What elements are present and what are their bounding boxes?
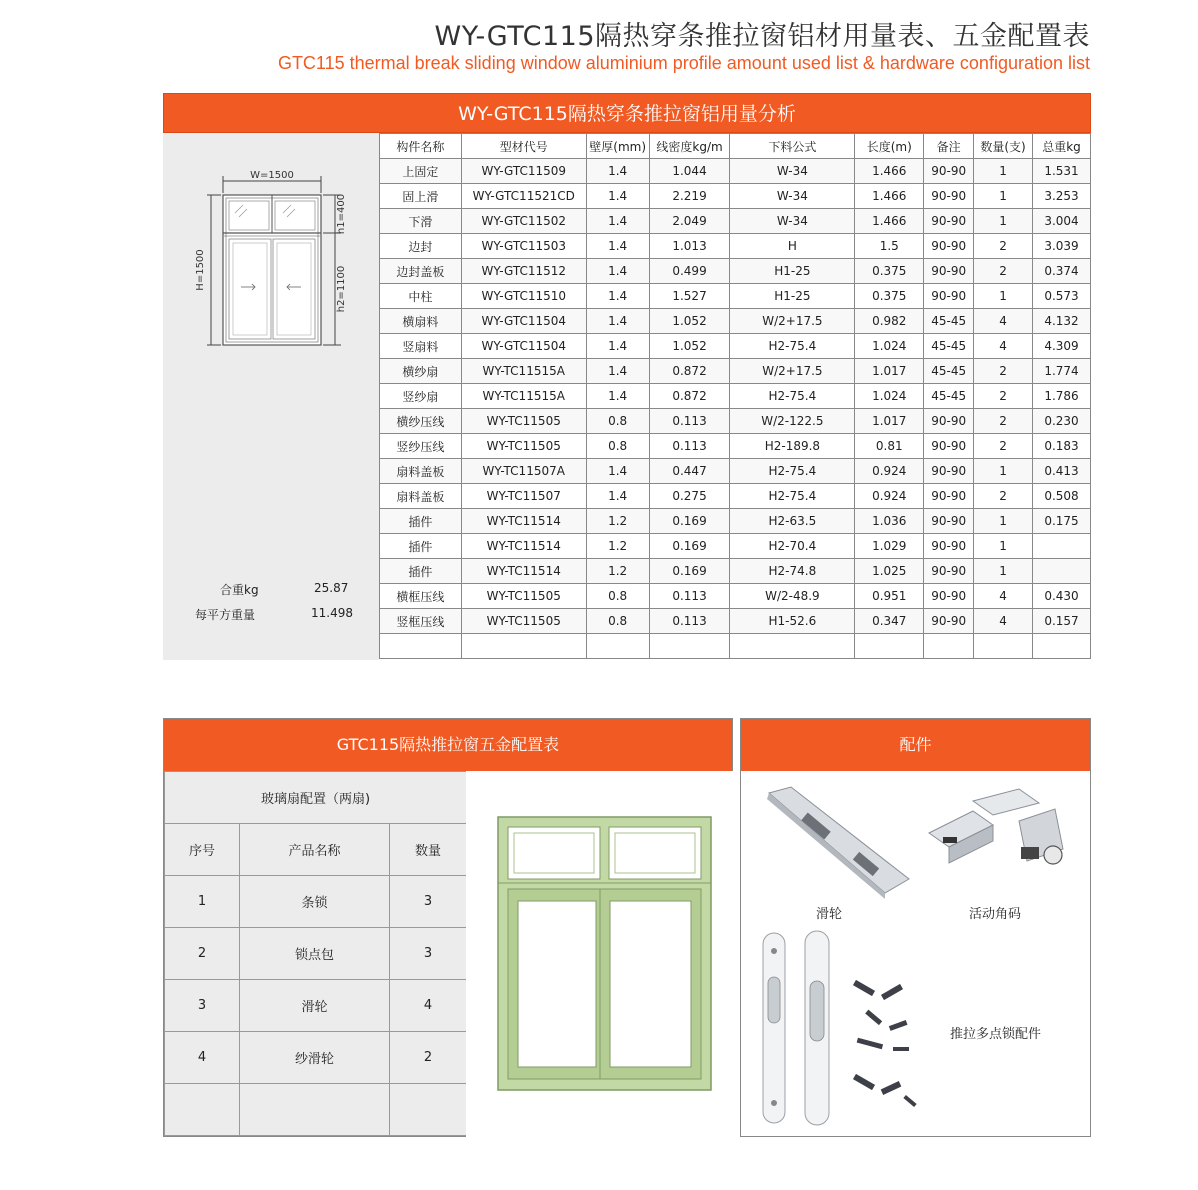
table-cell: WY-GTC11504 bbox=[461, 334, 586, 359]
hardware-cell: 条锁 bbox=[240, 876, 390, 928]
table-row bbox=[380, 309, 1091, 334]
table-cell: 0.347 bbox=[855, 609, 924, 634]
table-cell: H bbox=[730, 234, 855, 259]
table-cell: 0.157 bbox=[1033, 609, 1091, 634]
table-cell: 1 bbox=[974, 509, 1033, 534]
column-header: 下料公式 bbox=[730, 134, 855, 159]
table-cell: 0.169 bbox=[649, 534, 730, 559]
hardware-table bbox=[164, 771, 467, 1136]
table-cell: 0.573 bbox=[1033, 284, 1091, 309]
table-row bbox=[380, 384, 1091, 409]
table-cell: 2 bbox=[974, 434, 1033, 459]
table-cell bbox=[649, 634, 730, 659]
table-cell: 1 bbox=[974, 559, 1033, 584]
table-header-row bbox=[380, 134, 1091, 159]
table-cell: 1.2 bbox=[586, 534, 649, 559]
table-cell: H2-189.8 bbox=[730, 434, 855, 459]
table-row bbox=[380, 534, 1091, 559]
column-header: 型材代号 bbox=[461, 134, 586, 159]
table-cell: WY-GTC11502 bbox=[461, 209, 586, 234]
table-cell: 90-90 bbox=[924, 559, 974, 584]
hardware-config-section bbox=[163, 718, 733, 1137]
table-cell: 上固定 bbox=[380, 159, 462, 184]
table-row bbox=[380, 409, 1091, 434]
total-weight-label: 合重kg bbox=[220, 583, 259, 597]
hardware-header-row bbox=[165, 824, 467, 876]
profile-usage-section bbox=[163, 93, 1091, 660]
corner-connector-label: 活动角码 bbox=[969, 907, 1022, 922]
column-header: 总重kg bbox=[1033, 134, 1091, 159]
table-cell: 1.017 bbox=[855, 359, 924, 384]
table-cell: 0.430 bbox=[1033, 584, 1091, 609]
height-label: H=1500 bbox=[195, 249, 206, 291]
table-cell: 90-90 bbox=[924, 159, 974, 184]
hardware-cell: 锁点包 bbox=[240, 928, 390, 980]
table-cell: 90-90 bbox=[924, 209, 974, 234]
table-cell: 0.982 bbox=[855, 309, 924, 334]
green-window-illustration bbox=[466, 771, 733, 1137]
table-cell bbox=[380, 634, 462, 659]
hardware-cell bbox=[240, 1084, 390, 1136]
table-cell: WY-GTC11510 bbox=[461, 284, 586, 309]
table-row bbox=[380, 209, 1091, 234]
table-row bbox=[380, 634, 1091, 659]
table-cell: 1.527 bbox=[649, 284, 730, 309]
table-cell: W-34 bbox=[730, 159, 855, 184]
table-row bbox=[380, 259, 1091, 284]
table-cell: WY-TC11515A bbox=[461, 384, 586, 409]
table-cell bbox=[974, 634, 1033, 659]
table-cell: WY-GTC11503 bbox=[461, 234, 586, 259]
table-cell: 1.024 bbox=[855, 384, 924, 409]
table-cell: WY-TC11514 bbox=[461, 509, 586, 534]
table-cell: 1 bbox=[974, 534, 1033, 559]
table-cell: 1.017 bbox=[855, 409, 924, 434]
table-cell: 90-90 bbox=[924, 184, 974, 209]
table-cell: 竖纱压线 bbox=[380, 434, 462, 459]
table-cell: 横纱压线 bbox=[380, 409, 462, 434]
hardware-cell: 3 bbox=[390, 876, 467, 928]
table-cell: 边封 bbox=[380, 234, 462, 259]
table-cell bbox=[461, 634, 586, 659]
table-cell: 0.8 bbox=[586, 434, 649, 459]
table-cell: 0.508 bbox=[1033, 484, 1091, 509]
table-cell: 1.466 bbox=[855, 159, 924, 184]
table-cell bbox=[855, 634, 924, 659]
table-cell: 4 bbox=[974, 309, 1033, 334]
table-row bbox=[380, 284, 1091, 309]
table-cell: 0.924 bbox=[855, 459, 924, 484]
table-cell: 0.375 bbox=[855, 284, 924, 309]
hardware-row bbox=[165, 876, 467, 928]
table-cell: 3.253 bbox=[1033, 184, 1091, 209]
table-cell: 2 bbox=[974, 359, 1033, 384]
width-label: W=1500 bbox=[250, 170, 294, 181]
table-cell: 0.230 bbox=[1033, 409, 1091, 434]
table-cell: 扇料盖板 bbox=[380, 484, 462, 509]
table-cell: H1-25 bbox=[730, 259, 855, 284]
table-cell: 竖纱扇 bbox=[380, 384, 462, 409]
table-cell: 0.8 bbox=[586, 409, 649, 434]
table-cell bbox=[1033, 534, 1091, 559]
hardware-cell: 2 bbox=[165, 928, 240, 980]
table-cell: 1.4 bbox=[586, 234, 649, 259]
table-cell bbox=[730, 634, 855, 659]
table-cell: 0.872 bbox=[649, 359, 730, 384]
table-cell: 边封盖板 bbox=[380, 259, 462, 284]
table-row bbox=[380, 334, 1091, 359]
hardware-cell: 1 bbox=[165, 876, 240, 928]
table-cell: 3.039 bbox=[1033, 234, 1091, 259]
table-cell: 0.81 bbox=[855, 434, 924, 459]
table-cell: 1.2 bbox=[586, 509, 649, 534]
table-cell: 0.169 bbox=[649, 509, 730, 534]
column-header: 线密度kg/m bbox=[649, 134, 730, 159]
page-subtitle: GTC115 thermal break sliding window aluminium profile amount used list & hardware configuration list bbox=[277, 53, 1090, 73]
diagram-panel bbox=[163, 133, 379, 660]
table-cell: 1.4 bbox=[586, 459, 649, 484]
table-cell: 2.049 bbox=[649, 209, 730, 234]
table-cell: 90-90 bbox=[924, 509, 974, 534]
table-cell: WY-TC11505 bbox=[461, 584, 586, 609]
table-row bbox=[380, 234, 1091, 259]
table-cell: W/2-48.9 bbox=[730, 584, 855, 609]
corner-connector-image bbox=[923, 781, 1073, 901]
hardware-cell bbox=[390, 1084, 467, 1136]
hardware-cell: 纱滑轮 bbox=[240, 1032, 390, 1084]
table-cell: 0.413 bbox=[1033, 459, 1091, 484]
hardware-cell: 4 bbox=[390, 980, 467, 1032]
table-cell: 90-90 bbox=[924, 284, 974, 309]
table-cell: 1.024 bbox=[855, 334, 924, 359]
table-cell: 0.113 bbox=[649, 409, 730, 434]
table-cell: H2-75.4 bbox=[730, 384, 855, 409]
column-header: 构件名称 bbox=[380, 134, 462, 159]
table-cell: 1 bbox=[974, 209, 1033, 234]
hardware-cell: 滑轮 bbox=[240, 980, 390, 1032]
table-cell: 0.183 bbox=[1033, 434, 1091, 459]
table-cell: 4.309 bbox=[1033, 334, 1091, 359]
table-cell: 0.374 bbox=[1033, 259, 1091, 284]
table-cell: 1.4 bbox=[586, 184, 649, 209]
hardware-row bbox=[165, 928, 467, 980]
table-cell: WY-TC11505 bbox=[461, 609, 586, 634]
table-cell: 2 bbox=[974, 384, 1033, 409]
table-cell: 1 bbox=[974, 184, 1033, 209]
table-cell: 2 bbox=[974, 259, 1033, 284]
table-cell: 0.499 bbox=[649, 259, 730, 284]
table-cell: W/2+17.5 bbox=[730, 309, 855, 334]
table-cell: WY-TC11515A bbox=[461, 359, 586, 384]
table-cell: 插件 bbox=[380, 509, 462, 534]
accessories-section bbox=[740, 718, 1091, 1137]
table-cell: 4 bbox=[974, 584, 1033, 609]
table-cell: H2-75.4 bbox=[730, 459, 855, 484]
hardware-cell: 2 bbox=[390, 1032, 467, 1084]
table-cell: WY-TC11514 bbox=[461, 559, 586, 584]
table-cell: 1.5 bbox=[855, 234, 924, 259]
table-cell: WY-TC11507 bbox=[461, 484, 586, 509]
table-cell: 0.113 bbox=[649, 609, 730, 634]
table-cell bbox=[1033, 634, 1091, 659]
table-cell: 45-45 bbox=[924, 359, 974, 384]
table-cell: 竖扇料 bbox=[380, 334, 462, 359]
table-cell: 0.872 bbox=[649, 384, 730, 409]
hardware-section-title: GTC115隔热推拉窗五金配置表 bbox=[164, 719, 732, 771]
roller-label: 滑轮 bbox=[816, 907, 843, 922]
table-cell: 4 bbox=[974, 609, 1033, 634]
table-cell: 1.2 bbox=[586, 559, 649, 584]
table-cell: 横纱扇 bbox=[380, 359, 462, 384]
table-cell: WY-GTC11509 bbox=[461, 159, 586, 184]
table-cell: 中柱 bbox=[380, 284, 462, 309]
table-cell: 1.052 bbox=[649, 309, 730, 334]
total-weight-value: 25.87 bbox=[314, 581, 349, 595]
table-cell: 1.531 bbox=[1033, 159, 1091, 184]
table-cell: 0.924 bbox=[855, 484, 924, 509]
table-cell: 4.132 bbox=[1033, 309, 1091, 334]
table-cell: WY-TC11505 bbox=[461, 409, 586, 434]
table-cell: 1.036 bbox=[855, 509, 924, 534]
table-cell: 3.004 bbox=[1033, 209, 1091, 234]
table-row bbox=[380, 484, 1091, 509]
table-row bbox=[380, 434, 1091, 459]
table-cell: 90-90 bbox=[924, 234, 974, 259]
hardware-cell: 3 bbox=[165, 980, 240, 1032]
table-cell: 4 bbox=[974, 334, 1033, 359]
table-cell: 竖框压线 bbox=[380, 609, 462, 634]
table-row bbox=[380, 184, 1091, 209]
table-cell: W/2-122.5 bbox=[730, 409, 855, 434]
profile-usage-table bbox=[379, 133, 1091, 659]
table-cell: 1.4 bbox=[586, 359, 649, 384]
table-cell: 1.044 bbox=[649, 159, 730, 184]
per-sqm-weight-label: 每平方重量 bbox=[195, 608, 256, 622]
table-cell: WY-TC11507A bbox=[461, 459, 586, 484]
table-cell: 下滑 bbox=[380, 209, 462, 234]
table-cell: 45-45 bbox=[924, 384, 974, 409]
table-row bbox=[380, 609, 1091, 634]
table-cell: 45-45 bbox=[924, 334, 974, 359]
hardware-row bbox=[165, 1084, 467, 1136]
hardware-subtitle: 玻璃扇配置（两扇) bbox=[165, 772, 467, 824]
multi-point-lock-image bbox=[753, 929, 933, 1129]
table-cell: W-34 bbox=[730, 184, 855, 209]
table-cell: 插件 bbox=[380, 534, 462, 559]
table-cell: 插件 bbox=[380, 559, 462, 584]
table-cell: W-34 bbox=[730, 209, 855, 234]
table-cell bbox=[586, 634, 649, 659]
table-cell: H2-75.4 bbox=[730, 334, 855, 359]
table-cell: 1.4 bbox=[586, 159, 649, 184]
table-cell: 0.113 bbox=[649, 584, 730, 609]
window-photo bbox=[466, 771, 733, 1137]
table-cell: 0.951 bbox=[855, 584, 924, 609]
hardware-cell: 3 bbox=[390, 928, 467, 980]
h2-label: h2=1100 bbox=[336, 265, 347, 313]
table-cell: 1.013 bbox=[649, 234, 730, 259]
table-cell: 1.4 bbox=[586, 284, 649, 309]
table-cell: 0.113 bbox=[649, 434, 730, 459]
table-cell: 1.4 bbox=[586, 209, 649, 234]
table-cell: 固上滑 bbox=[380, 184, 462, 209]
hardware-column-header: 数量 bbox=[390, 824, 467, 876]
table-cell: 90-90 bbox=[924, 584, 974, 609]
table-cell: H2-74.8 bbox=[730, 559, 855, 584]
per-sqm-weight-value: 11.498 bbox=[311, 606, 353, 620]
table-cell: 2 bbox=[974, 484, 1033, 509]
table-cell: 扇料盖板 bbox=[380, 459, 462, 484]
hardware-cell: 4 bbox=[165, 1032, 240, 1084]
multi-point-lock-label: 推拉多点锁配件 bbox=[950, 1027, 1042, 1042]
hardware-row bbox=[165, 1032, 467, 1084]
table-cell: 1.4 bbox=[586, 334, 649, 359]
table-cell: 1 bbox=[974, 459, 1033, 484]
table-cell: 90-90 bbox=[924, 434, 974, 459]
table-cell: 45-45 bbox=[924, 309, 974, 334]
window-diagram bbox=[163, 133, 379, 463]
table-row bbox=[380, 359, 1091, 384]
table-cell: 1.4 bbox=[586, 309, 649, 334]
table-cell: 90-90 bbox=[924, 259, 974, 284]
table-cell: 1 bbox=[974, 159, 1033, 184]
page-title: WY-GTC115隔热穿条推拉窗铝材用量表、五金配置表 bbox=[434, 21, 1090, 52]
table-cell: H2-63.5 bbox=[730, 509, 855, 534]
table-cell: 0.447 bbox=[649, 459, 730, 484]
roller-image bbox=[761, 783, 911, 903]
table-cell: 0.169 bbox=[649, 559, 730, 584]
table-cell: 1.4 bbox=[586, 259, 649, 284]
table-cell: WY-TC11505 bbox=[461, 434, 586, 459]
table-cell: WY-TC11514 bbox=[461, 534, 586, 559]
table-cell: 1.774 bbox=[1033, 359, 1091, 384]
table-cell bbox=[1033, 559, 1091, 584]
column-header: 壁厚(mm) bbox=[586, 134, 649, 159]
table-cell: 0.8 bbox=[586, 609, 649, 634]
table-cell: 横框压线 bbox=[380, 584, 462, 609]
table-cell: WY-GTC11512 bbox=[461, 259, 586, 284]
table-row bbox=[380, 559, 1091, 584]
hardware-row bbox=[165, 980, 467, 1032]
table-cell: W/2+17.5 bbox=[730, 359, 855, 384]
table-cell: 1.466 bbox=[855, 184, 924, 209]
hardware-column-header: 产品名称 bbox=[240, 824, 390, 876]
table-cell: 1.466 bbox=[855, 209, 924, 234]
table-row bbox=[380, 584, 1091, 609]
table-cell: 1.025 bbox=[855, 559, 924, 584]
table-cell: 0.8 bbox=[586, 584, 649, 609]
table-cell: 90-90 bbox=[924, 459, 974, 484]
table-cell: 1.029 bbox=[855, 534, 924, 559]
column-header: 备注 bbox=[924, 134, 974, 159]
table-cell: 1.052 bbox=[649, 334, 730, 359]
table-cell: 90-90 bbox=[924, 409, 974, 434]
table-cell: 0.375 bbox=[855, 259, 924, 284]
accessories-section-title: 配件 bbox=[741, 719, 1090, 771]
table-row bbox=[380, 509, 1091, 534]
table-cell: 1.4 bbox=[586, 484, 649, 509]
table-row bbox=[380, 459, 1091, 484]
table-cell: 0.175 bbox=[1033, 509, 1091, 534]
table-cell bbox=[924, 634, 974, 659]
table-cell: H1-52.6 bbox=[730, 609, 855, 634]
table-cell: 90-90 bbox=[924, 484, 974, 509]
table-cell: H1-25 bbox=[730, 284, 855, 309]
table-cell: WY-GTC11521CD bbox=[461, 184, 586, 209]
table-cell: 90-90 bbox=[924, 609, 974, 634]
column-header: 数量(支) bbox=[974, 134, 1033, 159]
table-cell: 1.4 bbox=[586, 384, 649, 409]
table-cell: 2.219 bbox=[649, 184, 730, 209]
column-header: 长度(m) bbox=[855, 134, 924, 159]
table-cell: 1.786 bbox=[1033, 384, 1091, 409]
table-cell: 横扇料 bbox=[380, 309, 462, 334]
hardware-cell bbox=[165, 1084, 240, 1136]
hardware-column-header: 序号 bbox=[165, 824, 240, 876]
table-cell: 1 bbox=[974, 284, 1033, 309]
profile-section-title: WY-GTC115隔热穿条推拉窗铝用量分析 bbox=[163, 93, 1091, 133]
table-cell: 2 bbox=[974, 409, 1033, 434]
table-cell: 90-90 bbox=[924, 534, 974, 559]
table-row bbox=[380, 159, 1091, 184]
table-cell: H2-70.4 bbox=[730, 534, 855, 559]
table-cell: 2 bbox=[974, 234, 1033, 259]
table-cell: 0.275 bbox=[649, 484, 730, 509]
table-cell: WY-GTC11504 bbox=[461, 309, 586, 334]
table-cell: H2-75.4 bbox=[730, 484, 855, 509]
h1-label: h1=400 bbox=[336, 193, 347, 235]
